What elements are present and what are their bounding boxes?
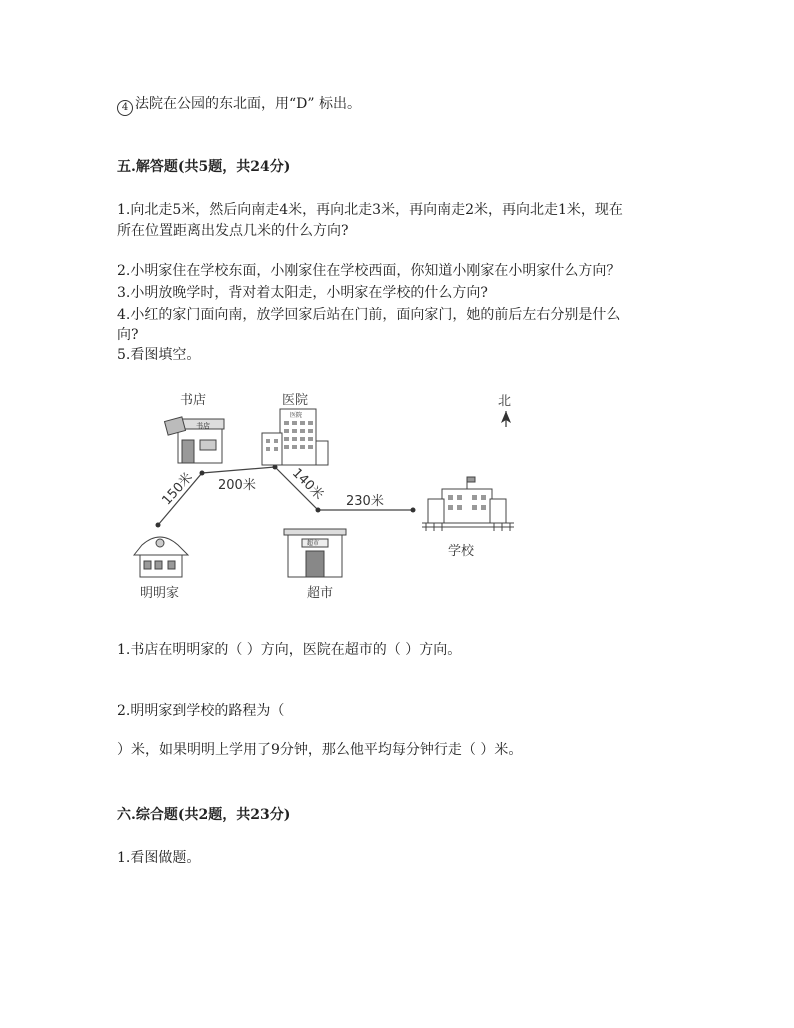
point-bookstore (200, 471, 205, 476)
distance-140: 140米 (288, 465, 327, 504)
s5-q1-line1: 1.向北走5米，然后向南走4米，再向北走3米，再向南走2米，再向北走1米，现在 (117, 202, 623, 218)
route-map (130, 385, 550, 605)
home-label: 明明家 (140, 586, 180, 601)
question-4 (117, 95, 361, 116)
s5-q5: 5.看图填空。 (117, 347, 201, 363)
north-arrow-icon (501, 411, 511, 427)
supermarket-icon (284, 529, 346, 577)
s5-q3: 3.小明放晚学时，背对着太阳走，小明家在学校的什么方向? (117, 285, 488, 301)
school-icon (422, 477, 514, 531)
hospital-sign: 医院 (290, 412, 303, 419)
distance-150: 150米 (159, 470, 196, 509)
supermarket-sign: 超市 (307, 540, 320, 547)
distance-200: 200米 (218, 478, 256, 493)
house-icon (134, 537, 188, 577)
bookstore-sign: 书店 (196, 422, 210, 430)
s5-q4-line2: 向? (117, 327, 139, 343)
fill-q1: 1.书店在明明家的（ ）方向，医院在超市的（ ）方向。 (117, 642, 462, 658)
distance-230: 230米 (346, 494, 384, 509)
section-5-title: 五.解答题(共5题，共24分) (117, 159, 291, 175)
s5-q4-line1: 4.小红的家门面向南，放学回家后站在门前，面向家门，她的前后左右分别是什么 (117, 307, 621, 323)
hospital-label: 医院 (282, 393, 309, 408)
fill-q2-line2: ）米，如果明明上学用了9分钟，那么他平均每分钟行走（ ）米。 (117, 742, 523, 758)
supermarket-label: 超市 (307, 586, 334, 601)
north-label: 北 (498, 394, 512, 409)
bookstore-icon (164, 417, 224, 463)
s5-q2: 2.小明家住在学校东面，小刚家住在学校西面，你知道小刚家在小明家什么方向？ (117, 263, 621, 279)
point-school (411, 508, 416, 513)
circled-number: 4 (117, 100, 133, 116)
school-label: 学校 (448, 544, 475, 559)
bookstore-label: 书店 (180, 393, 207, 408)
section-6-title: 六.综合题(共2题，共23分) (117, 807, 291, 823)
question-4-text: 法院在公园的东北面，用“D” 标出。 (135, 96, 361, 112)
fill-q2-line1: 2.明明家到学校的路程为（ (117, 703, 285, 719)
point-home (156, 523, 161, 528)
s5-q1-line2: 所在位置距离出发点几米的什么方向? (117, 223, 349, 239)
s6-q1: 1.看图做题。 (117, 850, 201, 866)
point-supermarket (316, 508, 321, 513)
